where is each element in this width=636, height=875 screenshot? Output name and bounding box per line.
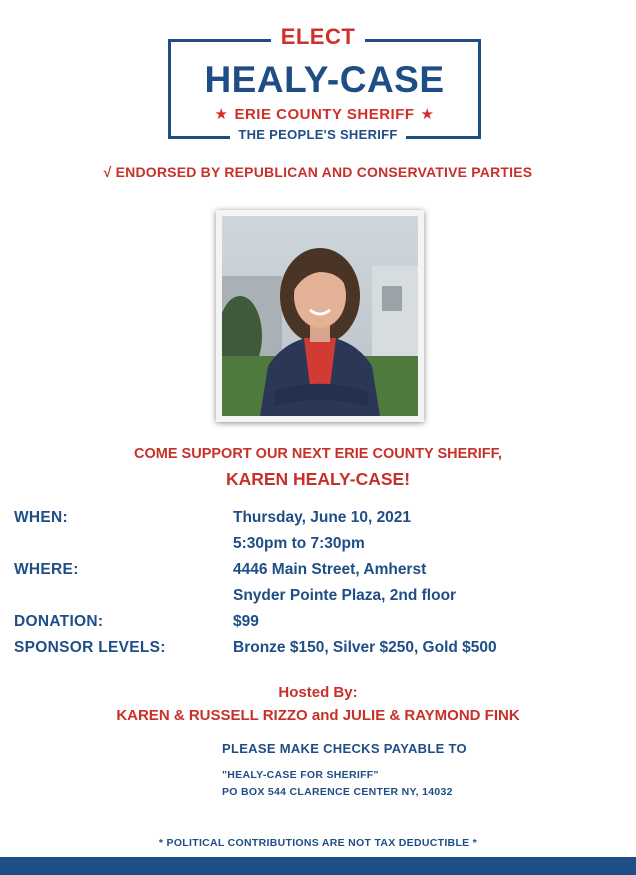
event-time: 5:30pm to 7:30pm xyxy=(233,535,365,552)
candidate-photo xyxy=(216,210,424,422)
endorsement-line: √ ENDORSED BY REPUBLICAN AND CONSERVATIVE PARTIES xyxy=(103,164,533,180)
sponsor-levels-label: SPONSOR LEVELS: xyxy=(14,639,166,656)
donation-label: DONATION: xyxy=(14,613,104,630)
event-venue: Snyder Pointe Plaza, 2nd floor xyxy=(233,587,457,604)
tax-disclaimer: * POLITICAL CONTRIBUTIONS ARE NOT TAX DEDUCTIBLE * xyxy=(158,837,478,849)
logo-office-text: ERIE COUNTY SHERIFF xyxy=(234,106,415,123)
logo-candidate-name: HEALY-CASE xyxy=(204,59,445,100)
checks-heading: PLEASE MAKE CHECKS PAYABLE TO xyxy=(222,741,467,756)
sponsor-levels-value: Bronze $150, Silver $250, Gold $500 xyxy=(233,639,497,656)
event-address: 4446 Main Street, Amherst xyxy=(233,561,427,578)
host-names: KAREN & RUSSELL RIZZO and JULIE & RAYMOND FINK xyxy=(116,707,520,724)
where-label: WHERE: xyxy=(14,561,79,578)
donation-value: $99 xyxy=(233,613,259,630)
checks-address: PO BOX 544 CLARENCE CENTER NY, 14032 xyxy=(222,786,453,798)
star-icon: ★ xyxy=(214,106,229,123)
candidate-name: KAREN HEALY-CASE! xyxy=(225,469,411,489)
logo-tagline: THE PEOPLE'S SHERIFF xyxy=(0,126,636,144)
checks-payee: "HEALY-CASE FOR SHERIFF" xyxy=(222,769,379,781)
support-headline: COME SUPPORT OUR NEXT ERIE COUNTY SHERIFF, xyxy=(134,446,502,462)
when-label: WHEN: xyxy=(14,509,69,526)
footer-bar xyxy=(0,857,636,875)
hosted-by-label: Hosted By: xyxy=(278,684,358,701)
event-date: Thursday, June 10, 2021 xyxy=(233,509,412,526)
star-icon: ★ xyxy=(420,106,435,123)
logo-office xyxy=(168,105,481,123)
logo-elect-text: ELECT xyxy=(0,24,636,50)
portrait-image xyxy=(222,216,418,416)
